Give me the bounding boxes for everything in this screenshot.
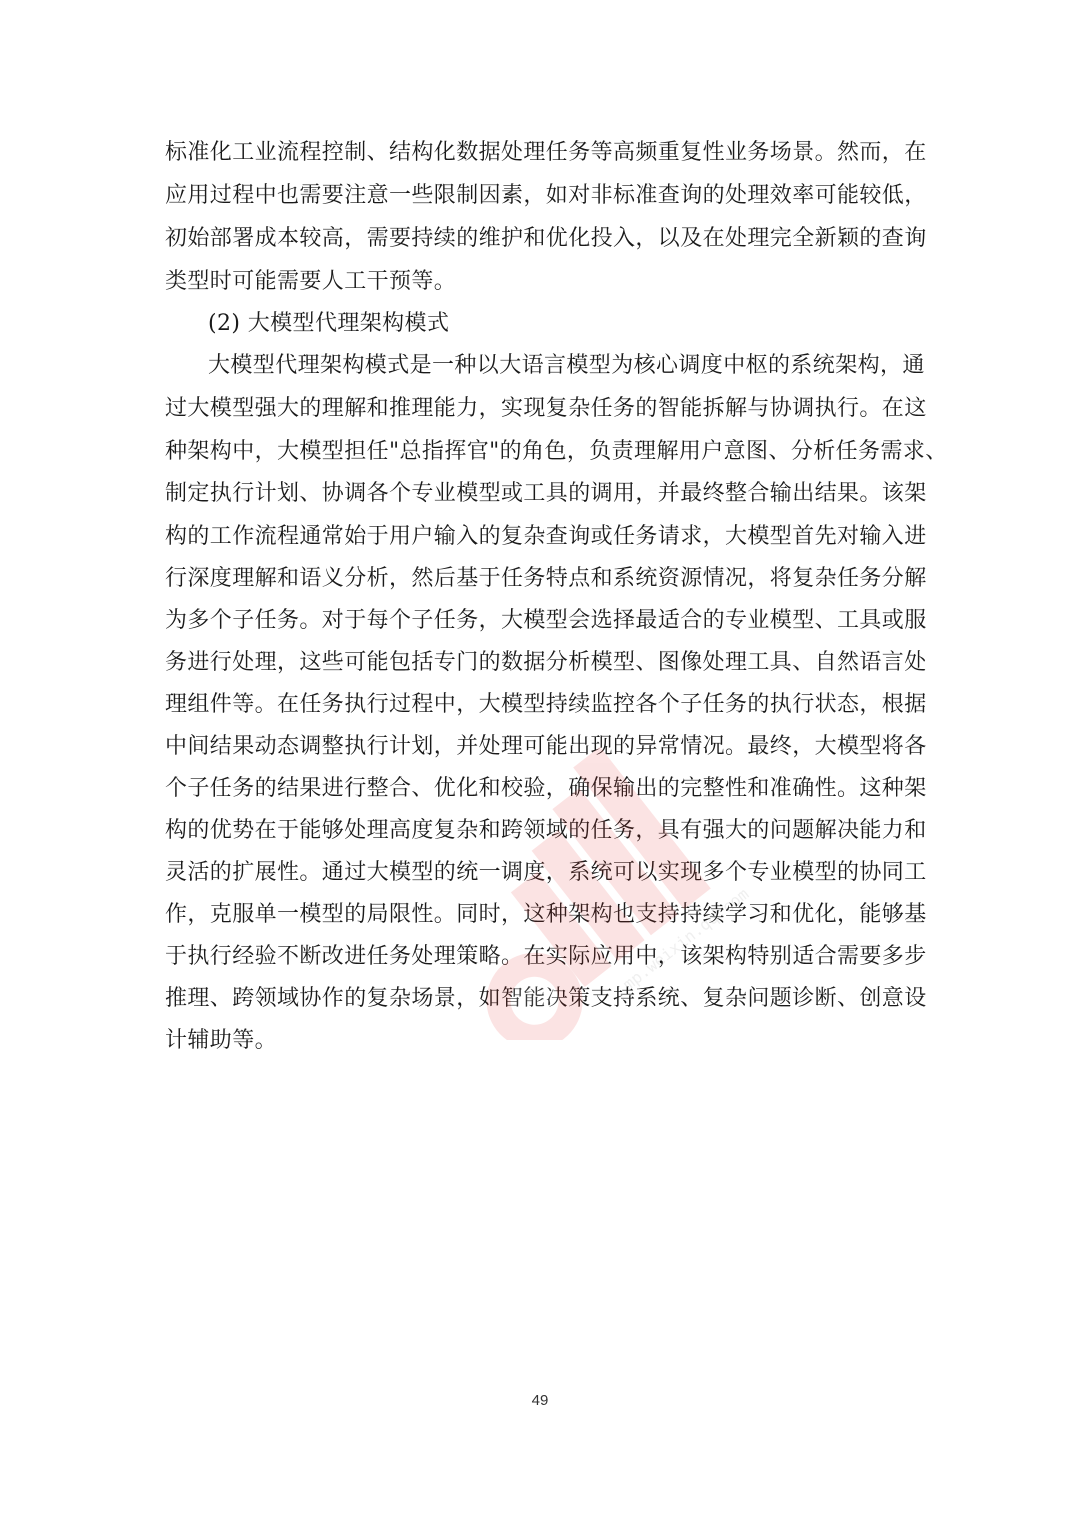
- paragraph-2-line: 理组件等。在任务执行过程中，大模型持续监控各个子任务的执行状态，根据: [165, 692, 927, 717]
- paragraph-2-line: 推理、跨领域协作的复杂场景，如智能决策支持系统、复杂问题诊断、创意设: [165, 986, 927, 1011]
- paragraph-2-line: 务进行处理，这些可能包括专门的数据分析模型、图像处理工具、自然语言处: [165, 650, 927, 675]
- paragraph-1-line: 标准化工业流程控制、结构化数据处理任务等高频重复性业务场景。然而，在: [165, 140, 927, 165]
- paragraph-2-line: 制定执行计划、协调各个专业模型或工具的调用，并最终整合输出结果。该架: [165, 481, 927, 506]
- paragraph-1-line: 类型时可能需要人工干预等。: [165, 269, 457, 294]
- paragraph-2-line: 中间结果动态调整执行计划，并处理可能出现的异常情况。最终，大模型将各: [165, 734, 927, 759]
- paragraph-2-line: 计辅助等。: [165, 1028, 278, 1053]
- paragraph-2-line: 种架构中，大模型担任"总指挥官"的角色，负责理解用户意图、分析任务需求、: [165, 439, 948, 464]
- paragraph-2-line: 行深度理解和语义分析，然后基于任务特点和系统资源情况，将复杂任务分解: [165, 566, 927, 591]
- watermark-url: mp.weixin.qq.com: [619, 884, 752, 995]
- section-heading: (2) 大模型代理架构模式: [208, 311, 450, 336]
- paragraph-2-line: 大模型代理架构模式是一种以大语言模型为核心调度中枢的系统架构，通: [208, 353, 925, 378]
- paragraph-2-line: 过大模型强大的理解和推理能力，实现复杂任务的智能拆解与协调执行。在这: [165, 396, 927, 421]
- paragraph-2-line: 构的工作流程通常始于用户输入的复杂查询或任务请求，大模型首先对输入进: [165, 524, 927, 549]
- paragraph-2-line: 于执行经验不断改进任务处理策略。在实际应用中，该架构特别适合需要多步: [165, 944, 927, 969]
- paragraph-2-line: 个子任务的结果进行整合、优化和校验，确保输出的完整性和准确性。这种架: [165, 776, 927, 801]
- paragraph-2-line: 为多个子任务。对于每个子任务，大模型会选择最适合的专业模型、工具或服: [165, 608, 927, 633]
- paragraph-2-line: 作，克服单一模型的局限性。同时，这种架构也支持持续学习和优化，能够基: [165, 902, 927, 927]
- paragraph-1-line: 初始部署成本较高，需要持续的维护和优化投入，以及在处理完全新颖的查询: [165, 226, 927, 251]
- paragraph-2-line: 灵活的扩展性。通过大模型的统一调度，系统可以实现多个专业模型的协同工: [165, 860, 927, 885]
- paragraph-1-line: 应用过程中也需要注意一些限制因素，如对非标准查询的处理效率可能较低，: [165, 183, 927, 208]
- paragraph-2-line: 构的优势在于能够处理高度复杂和跨领域的任务，具有强大的问题解决能力和: [165, 818, 927, 843]
- page-number: 49: [531, 1392, 549, 1409]
